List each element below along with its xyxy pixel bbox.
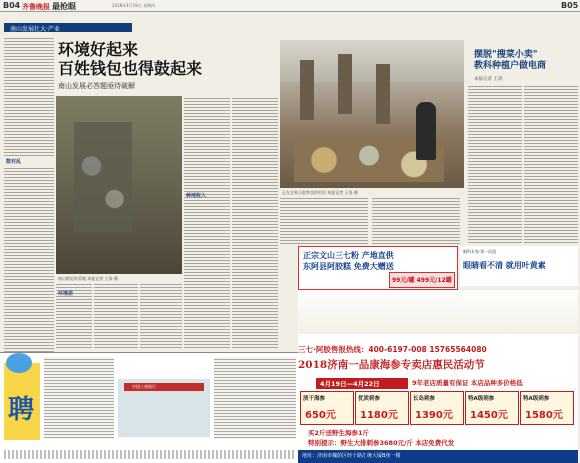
price-item: 特A级刺参 1450元	[465, 391, 519, 425]
seacucumber-promo[interactable]	[298, 290, 578, 463]
page-number-left: B04	[3, 1, 21, 10]
right-headline-line-2: 教科种植户做电商	[474, 61, 547, 71]
ad-line-2: 东阿县阿胶糕 免费大赠送	[303, 262, 394, 271]
section-tag	[4, 23, 132, 32]
right-headline	[474, 50, 546, 72]
promo-notice: 特别提示：野生大排刺参3680元/斤 本店免费代发	[308, 439, 455, 447]
page-header	[0, 0, 580, 12]
text-column	[184, 96, 230, 350]
promo-title: 2018济南一品康海参专卖店惠民活动节	[298, 359, 485, 371]
text-column	[140, 282, 182, 350]
text-column	[4, 166, 54, 352]
text-column	[232, 96, 278, 350]
price-list	[300, 391, 576, 425]
text-column	[4, 36, 54, 156]
vendor-figure	[416, 102, 436, 160]
text-column	[280, 196, 368, 244]
bank-sign: 中国工商银行	[132, 384, 156, 389]
right-byline: 本报记者 王涛	[474, 77, 503, 82]
bank-photo	[118, 379, 210, 437]
section-tag-label: 南山发展壮大·产业	[10, 26, 60, 33]
ad-lutein[interactable]	[460, 246, 578, 286]
recruit-text	[44, 357, 114, 439]
photo1-caption: 南山附近的荒地 本报记者 王涛 摄	[58, 276, 118, 281]
photo2-caption: 正在农家小院售卖的村民 本报记者 王涛 摄	[282, 190, 358, 195]
text-column	[468, 84, 522, 244]
ad-lutein-subtitle: 眼科专家·第一医院	[463, 249, 497, 254]
recruit-footer	[0, 440, 300, 463]
subtitle-a: 散村乱	[6, 159, 22, 165]
price-item: 特A级刺参 1580元	[520, 391, 574, 425]
recruit-text	[214, 357, 296, 439]
page-number-right: B05	[561, 1, 579, 10]
subtitle-c: 种地收入	[186, 193, 207, 199]
text-column	[372, 196, 460, 244]
promo-gift: 买2斤送野生海参1斤	[308, 429, 370, 437]
photo-village-stall	[280, 40, 464, 188]
price-item: 淡干海参 650元	[300, 391, 354, 425]
promo-address-bar: 地址：济南市槐荫区经十路汇统大厦B座一楼	[298, 450, 578, 463]
text-column	[94, 282, 138, 350]
headline-line-1: 环境好起来	[58, 40, 139, 59]
promo-slogan: 9年老店质量有保证 本店品种多价格低	[412, 379, 523, 387]
right-headline-line-1: 摆脱"搜菜小卖"	[474, 50, 538, 60]
promo-hotline: 三七·阿胶售报热线：400-6197-008 15765564080	[298, 345, 487, 354]
subtitle-b: 环境差	[58, 291, 74, 297]
ad-price-box: 99元/罐 499元/12罐	[389, 272, 455, 288]
photo-vegetation	[74, 122, 132, 232]
newspaper-logo: 齐鲁晚报	[22, 2, 50, 11]
price-item: 长岛刺参 1390元	[410, 391, 464, 425]
section-title: 最抢眼	[52, 2, 76, 11]
issue-date: 2018年4月19日 星期四	[112, 3, 156, 8]
subheadline: 南山发展必答题亟待破解	[58, 82, 135, 90]
headline	[58, 40, 202, 78]
bubble-icon	[6, 353, 32, 373]
ad-line-1: 正宗文山三七粉 产地直供	[303, 251, 394, 260]
promo-dates: 4月19日—4月22日	[316, 378, 408, 389]
photo-wasteland	[56, 96, 182, 274]
ad-sanqi-ejiao[interactable]	[298, 246, 458, 290]
headline-line-2: 百姓钱包也得鼓起来	[58, 59, 203, 78]
text-column	[524, 84, 578, 244]
recruit-char: 聘	[8, 395, 35, 425]
ad-lutein-title: 眼睛看不清 就用叶黄素	[463, 261, 546, 270]
price-item: 优质刺参 1180元	[355, 391, 409, 425]
